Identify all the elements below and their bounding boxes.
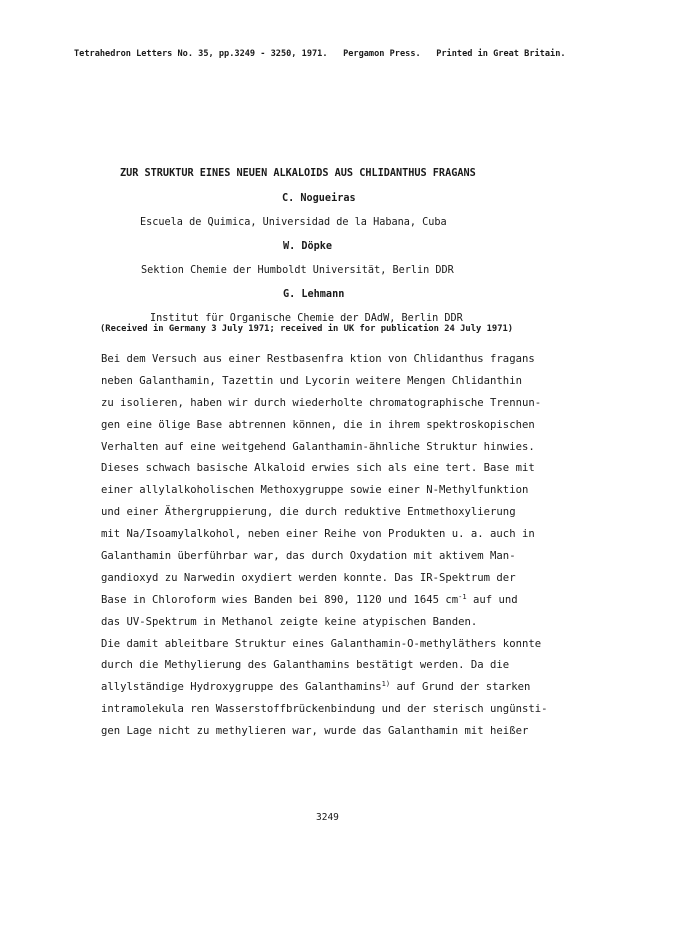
body-line: neben Galanthamin, Tazettin und Lycorin weitere Mengen Chlidanthin: [101, 374, 522, 387]
body-line: durch die Methylierung des Galanthamins bestätigt werden. Da die: [101, 659, 510, 672]
body-line: gandioxyd zu Narwedin oxydiert werden konnte. Das IR-Spektrum der: [101, 571, 516, 584]
author-name: C. Nogueiras: [282, 193, 356, 204]
author-affiliation: Escuela de Quimica, Universidad de la Habana, Cuba: [140, 217, 447, 228]
body-line: das UV-Spektrum in Methanol zeigte keine atypischen Banden.: [101, 615, 478, 628]
body-line: mit Na/Isoamylalkohol, neben einer Reihe von Produkten u. a. auch in: [101, 528, 535, 541]
body-line: intramolekula ren Wasserstoffbrückenbindung und der sterisch ungünsti-: [101, 703, 548, 716]
page-number: 3249: [316, 812, 339, 823]
paper-title: ZUR STRUKTUR EINES NEUEN ALKALOIDS AUS CHLIDANTHUS FRAGANS: [120, 168, 476, 179]
body-line: und einer Äthergruppierung, die durch reduktive Entmethoxylierung: [101, 506, 516, 519]
citation: Tetrahedron Letters No. 35, pp.3249 - 3250, 1971.: [74, 49, 328, 59]
author-affiliation: Sektion Chemie der Humboldt Universität, Berlin DDR: [141, 265, 454, 276]
body-line-text: allylständige Hydroxygruppe des Galanthamins: [101, 681, 382, 694]
author-affiliation: Institut für Organische Chemie der DAdW, Berlin DDR: [150, 313, 463, 324]
body-line: zu isolieren, haben wir durch wiederholte chromatographische Trennun-: [101, 396, 542, 409]
body-line: Bei dem Versuch aus einer Restbasenfra ktion von Chlidanthus fragans: [101, 353, 535, 365]
body-line: [101, 677, 571, 699]
body-line: einer allylalkoholischen Methoxygruppe sowie einer N-Methylfunktion: [101, 484, 529, 497]
superscript: -1: [458, 592, 467, 601]
body-line: Verhalten auf eine weitgehend Galanthamin-ähnliche Struktur hinwies.: [101, 440, 535, 453]
journal-header: [74, 49, 566, 59]
publisher: Pergamon Press.: [343, 49, 421, 59]
author-name: W. Döpke: [283, 241, 333, 252]
body-line-text: Base in Chloroform wies Banden bei 890, 1120 und 1645 cm: [101, 593, 459, 606]
body-line: gen eine ölige Base abtrennen können, die in ihrem spektroskopischen: [101, 418, 535, 431]
body-line-tail: auf und: [466, 593, 518, 606]
body-line: Die damit ableitbare Struktur eines Galanthamin-O-methyläthers konnte: [101, 637, 542, 650]
body-text: [101, 349, 571, 743]
printed-in: Printed in Great Britain.: [436, 49, 566, 59]
received-dates: (Received in Germany 3 July 1971; received in UK for publication 24 July 1971): [100, 324, 514, 334]
body-line-tail: auf Grund der starken: [390, 681, 531, 694]
body-line: [101, 590, 571, 612]
author-name: G. Lehmann: [283, 289, 345, 300]
reference-superscript: 1): [381, 680, 391, 689]
body-line: gen Lage nicht zu methylieren war, wurde das Galanthamin mit heißer: [101, 725, 529, 738]
body-line: Dieses schwach basische Alkaloid erwies sich als eine tert. Base mit: [101, 462, 535, 475]
body-line: Galanthamin überführbar war, das durch Oxydation mit aktivem Man-: [101, 550, 516, 563]
